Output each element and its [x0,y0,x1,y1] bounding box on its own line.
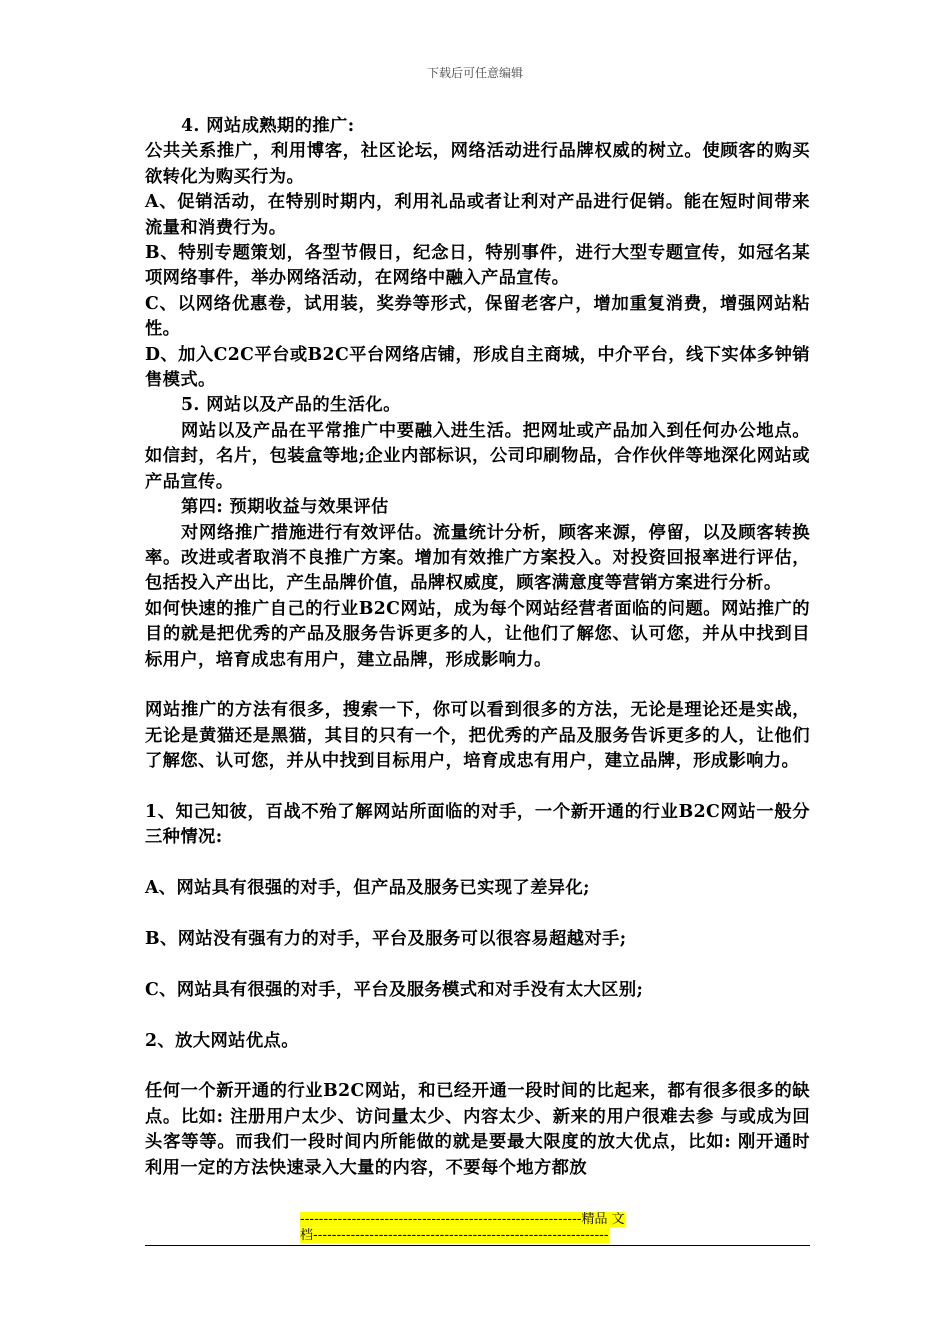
paragraph: 网站以及产品在平常推广中要融入进生活。把网址或产品加入到任何办公地点。如信封，名片，包装盒等地;企业内部标识，公司印刷物品，合作伙伴等地深化网站或产品宣传。 [145,420,810,492]
blank-line [145,1003,810,1028]
section-heading: 第四: 预期收益与效果评估 [181,497,389,518]
document-body [145,114,810,1181]
paragraph: 任何一个新开通的行业B2C网站，和已经开通一段时间的比起来，都有很多很多的缺点。比如: 注册用户太少、访问量太少、内容太少、新来的用户很难去参 与或成为回头客等等。而我们一段时间内所能做的就是要最大限度的放大优点，比如: 刚开通时利用一定的方法快速录入大量的内容，不要每个地方都放 [145,1081,810,1178]
footer-label-2: 档 [300,1228,314,1243]
paragraph: D、加入C2C平台或B2C平台网络店铺，形成自主商城，中介平台，线下实体多钟销售模式。 [145,344,810,391]
footer-line-1 [300,1212,625,1228]
footer-rule [145,1245,810,1246]
paragraph: A、促销活动，在特别时期内，利用礼品或者让利对产品进行促销。能在短时间带来流量和消费行为。 [145,192,810,238]
paragraph: 1、知己知彼，百战不殆了解网站所面临的对手，一个新开通的行业B2C网站一般分三种情况: [145,801,810,848]
paragraph: B、特别专题策划，各型节假日，纪念日，特别事件，进行大型专题宣传，如冠名某项网络事件，举办网络活动，在网络中融入产品宣传。 [145,243,810,289]
paragraph: C、网站具有很强的对手，平台及服务模式和对手没有太大区别; [145,979,644,1000]
blank-line [145,902,810,927]
paragraph: C、以网络优惠卷，试用装，奖券等形式，保留老客户，增加重复消费，增强网站粘性。 [145,293,810,340]
paragraph: 公共关系推广，利用博客，社区论坛，网络活动进行品牌权威的树立。使顾客的购买欲转化为购买行为。 [145,141,810,187]
footer-dashes-2: --------------------------------------------------------------- [313,1228,609,1243]
paragraph: B、网站没有强有力的对手，平台及服务可以很容易超越对手; [145,928,627,949]
paragraph: A、网站具有很强的对手，但产品及服务已实现了差异化; [145,878,590,899]
blank-line [145,851,810,876]
paragraph: 4. 网站成熟期的推广: [181,116,355,136]
paragraph: 对网络推广措施进行有效评估。流量统计分析，顾客来源，停留，以及顾客转换率。改进或者取消不良推广方案。增加有效推广方案投入。对投资回报率进行评估，包括投入产出比，产生品牌价值，品牌权威度，顾客满意度等营销方案进行分析。 [145,522,810,594]
paragraph: 如何快速的推广自己的行业B2C网站，成为每个网站经营者面临的问题。网站推广的目的就是把优秀的产品及服务告诉更多的人，让他们了解您、认可您，并从中找到目标用户，培育成忠有用户，建立品牌，形成影响力。 [145,598,810,670]
blank-line [145,952,810,977]
page-header: 下载后可任意编辑 [426,66,523,80]
blank-line [145,1054,810,1079]
paragraph: 5. 网站以及产品的生活化。 [181,395,401,416]
footer-label-1: 精品 文 [581,1212,625,1227]
footer-line-2 [300,1228,609,1244]
blank-line [145,775,810,800]
paragraph: 2、放大网站优点。 [145,1030,299,1051]
footer-dashes-1: ------------------------------------------------------------ [300,1212,582,1227]
footer-watermark [300,1212,700,1246]
paragraph: 网站推广的方法有很多，搜索一下，你可以看到很多的方法，无论是理论还是实战，无论是黄猫还是黑猫，其目的只有一个，把优秀的产品及服务告诉更多的人，让他们了解您、认可您，并从中找到目标用户，培育成忠有用户，建立品牌，形成影响力。 [145,700,810,772]
blank-line [145,673,810,698]
